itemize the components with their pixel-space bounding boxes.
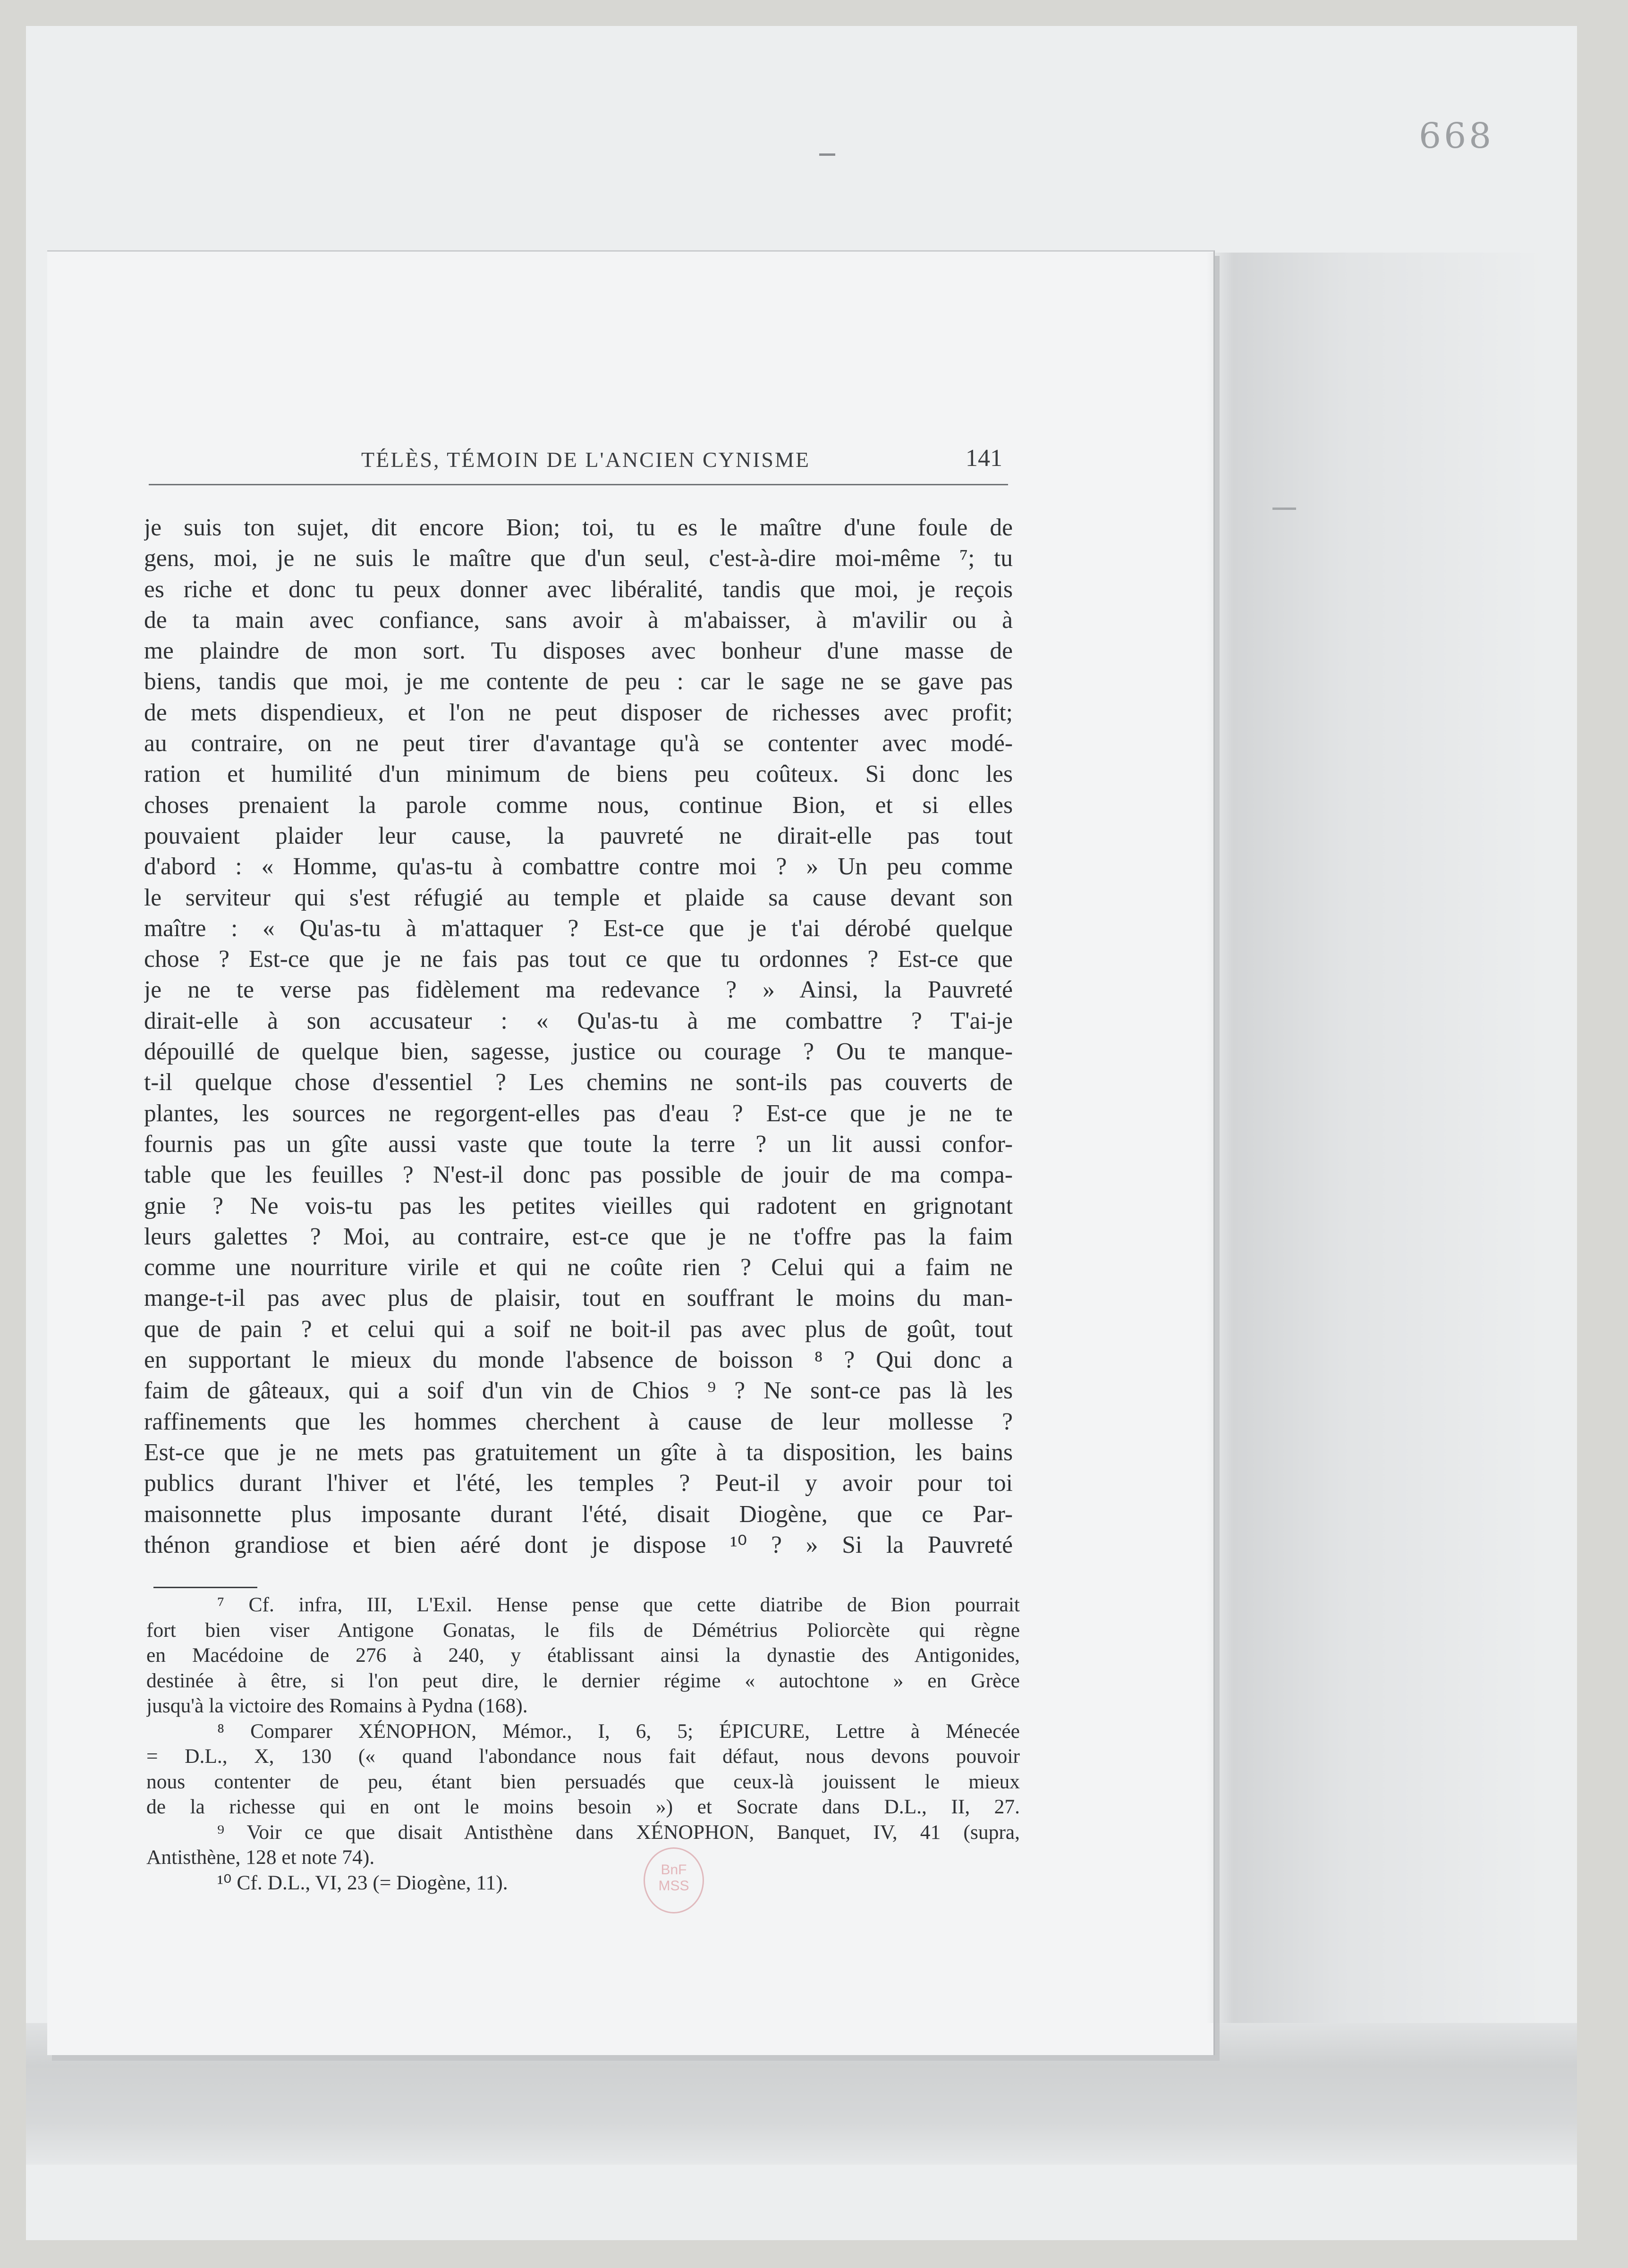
text-line: en supportant le mieux du monde l'absence de boisson ⁸ ? Qui donc a (144, 1346, 1013, 1374)
footnotes (146, 1592, 1020, 1896)
scan-speck (1272, 508, 1296, 510)
text-line: mange-t-il pas avec plus de plaisir, tout en souffrant le moins du man- (144, 1285, 1013, 1312)
text-line: es riche et donc tu peux donner avec libéralité, tandis que moi, je reçois (144, 575, 1013, 603)
scan-speck (819, 153, 835, 156)
text-line: me plaindre de mon sort. Tu disposes avec bonheur d'une masse de (144, 637, 1013, 665)
text-line: de mets dispendieux, et l'on ne peut disposer de richesses avec profit; (144, 699, 1013, 726)
text-line: ration et humilité d'un minimum de biens peu coûteux. Si donc les (144, 761, 1013, 788)
page-number: 141 (966, 445, 1002, 472)
text-line: maître : « Qu'as-tu à m'attaquer ? Est-ce que je t'ai dérobé quelque (144, 914, 1013, 942)
text-line: dirait-elle à son accusateur : « Qu'as-tu à me combattre ? T'ai-je (144, 1007, 1013, 1034)
text-line: chose ? Est-ce que je ne fais pas tout ce que tu ordonnes ? Est-ce que (144, 946, 1013, 973)
footnote-line: ⁷ Cf. infra, III, L'Exil. Hense pense que cette diatribe de Bion pourrait (217, 1593, 1020, 1616)
text-line: de ta main avec confiance, sans avoir à m'abaisser, à m'avilir ou à (144, 606, 1013, 634)
main-text (144, 512, 1013, 1560)
footnote-line: destinée à être, si l'on peut dire, le dernier régime « autochtone » en Grèce (146, 1669, 1020, 1692)
scanned-sheet (26, 26, 1577, 2240)
text-line: dépouillé de quelque bien, sagesse, justice ou courage ? Ou te manque- (144, 1038, 1013, 1066)
text-line: pouvaient plaider leur cause, la pauvreté ne dirait-elle pas tout (144, 822, 1013, 849)
text-line: plantes, les sources ne regorgent-elles pas d'eau ? Est-ce que je ne te (144, 1100, 1013, 1127)
footnote-line: ⁸ Comparer XÉNOPHON, Mémor., I, 6, 5; ÉPICURE, Lettre à Ménecée (217, 1719, 1020, 1743)
text-line: biens, tandis que moi, je me contente de peu : car le sage ne se gave pas (144, 668, 1013, 695)
text-line: choses prenaient la parole comme nous, continue Bion, et si elles (144, 791, 1013, 819)
text-line: fournis pas un gîte aussi vaste que toute la terre ? un lit aussi confor- (144, 1130, 1013, 1158)
stamp-line-2: MSS (658, 1878, 689, 1894)
footnote-line: jusqu'à la victoire des Romains à Pydna (168). (146, 1694, 528, 1717)
text-line: le serviteur qui s'est réfugié au temple et plaide sa cause devant son (144, 884, 1013, 911)
text-line: gens, moi, je ne suis le maître que d'un seul, c'est-à-dire moi-même ⁷; tu (144, 545, 1013, 572)
text-line: t-il quelque chose d'essentiel ? Les chemins ne sont-ils pas couverts de (144, 1069, 1013, 1096)
page-header (149, 441, 1008, 485)
text-line: gnie ? Ne vois-tu pas les petites vieilles qui radotent en grignotant (144, 1192, 1013, 1219)
footnote-line: Antisthène, 128 et note 74). (146, 1846, 375, 1869)
text-line: je ne te verse pas fidèlement ma redevance ? » Ainsi, la Pauvreté (144, 976, 1013, 1004)
archive-number: 668 (1419, 116, 1494, 156)
footnote-line: fort bien viser Antigone Gonatas, le fils de Démétrius Poliorcète qui règne (146, 1618, 1020, 1642)
text-line: au contraire, on ne peut tirer d'avantage qu'à se contenter avec modé- (144, 730, 1013, 757)
text-line: maisonnette plus imposante durant l'été, disait Diogène, que ce Par- (144, 1500, 1013, 1528)
footnote-line: nous contenter de peu, étant bien persuadés que ceux-là jouissent le mieux (146, 1770, 1020, 1793)
text-line: publics durant l'hiver et l'été, les temples ? Peut-il y avoir pour toi (144, 1470, 1013, 1497)
text-line: table que les feuilles ? N'est-il donc pas possible de jouir de ma compa- (144, 1161, 1013, 1189)
footnote-line: ⁹ Voir ce que disait Antisthène dans XÉNOPHON, Banquet, IV, 41 (supra, (217, 1820, 1020, 1844)
footnote-line: en Macédoine de 276 à 240, y établissant ainsi la dynastie des Antigonides, (146, 1644, 1020, 1667)
text-line: Est-ce que je ne mets pas gratuitement un gîte à ta disposition, les bains (144, 1439, 1013, 1466)
text-line: raffinements que les hommes cherchent à cause de leur mollesse ? (144, 1408, 1013, 1435)
footnote-line: = D.L., X, 130 (« quand l'abondance nous fait défaut, nous devons pouvoir (146, 1745, 1020, 1768)
footnote-line: ¹⁰ Cf. D.L., VI, 23 (= Diogène, 11). (217, 1871, 508, 1894)
text-line: que de pain ? et celui qui a soif ne boit-il pas avec plus de goût, tout (144, 1315, 1013, 1343)
text-line: faim de gâteaux, qui a soif d'un vin de Chios ⁹ ? Ne sont-ce pas là les (144, 1377, 1013, 1405)
text-line: leurs galettes ? Moi, au contraire, est-ce que je ne t'offre pas la faim (144, 1223, 1013, 1250)
library-stamp (644, 1847, 704, 1913)
footnote-rule (153, 1587, 257, 1588)
text-line: thénon grandiose et bien aéré dont je dispose ¹⁰ ? » Si la Pauvreté (144, 1531, 1013, 1558)
running-title: TÉLÈS, TÉMOIN DE L'ANCIEN CYNISME (361, 448, 810, 472)
text-line: je suis ton sujet, dit encore Bion; toi, tu es le maître d'une foule de (144, 514, 1013, 541)
stamp-line-1: BnF (661, 1862, 687, 1878)
text-line: d'abord : « Homme, qu'as-tu à combattre contre moi ? » Un peu comme (144, 853, 1013, 880)
text-line: comme une nourriture virile et qui ne coûte rien ? Celui qui a faim ne (144, 1254, 1013, 1281)
footnote-line: de la richesse qui en ont le moins besoin ») et Socrate dans D.L., II, 27. (146, 1795, 1020, 1818)
